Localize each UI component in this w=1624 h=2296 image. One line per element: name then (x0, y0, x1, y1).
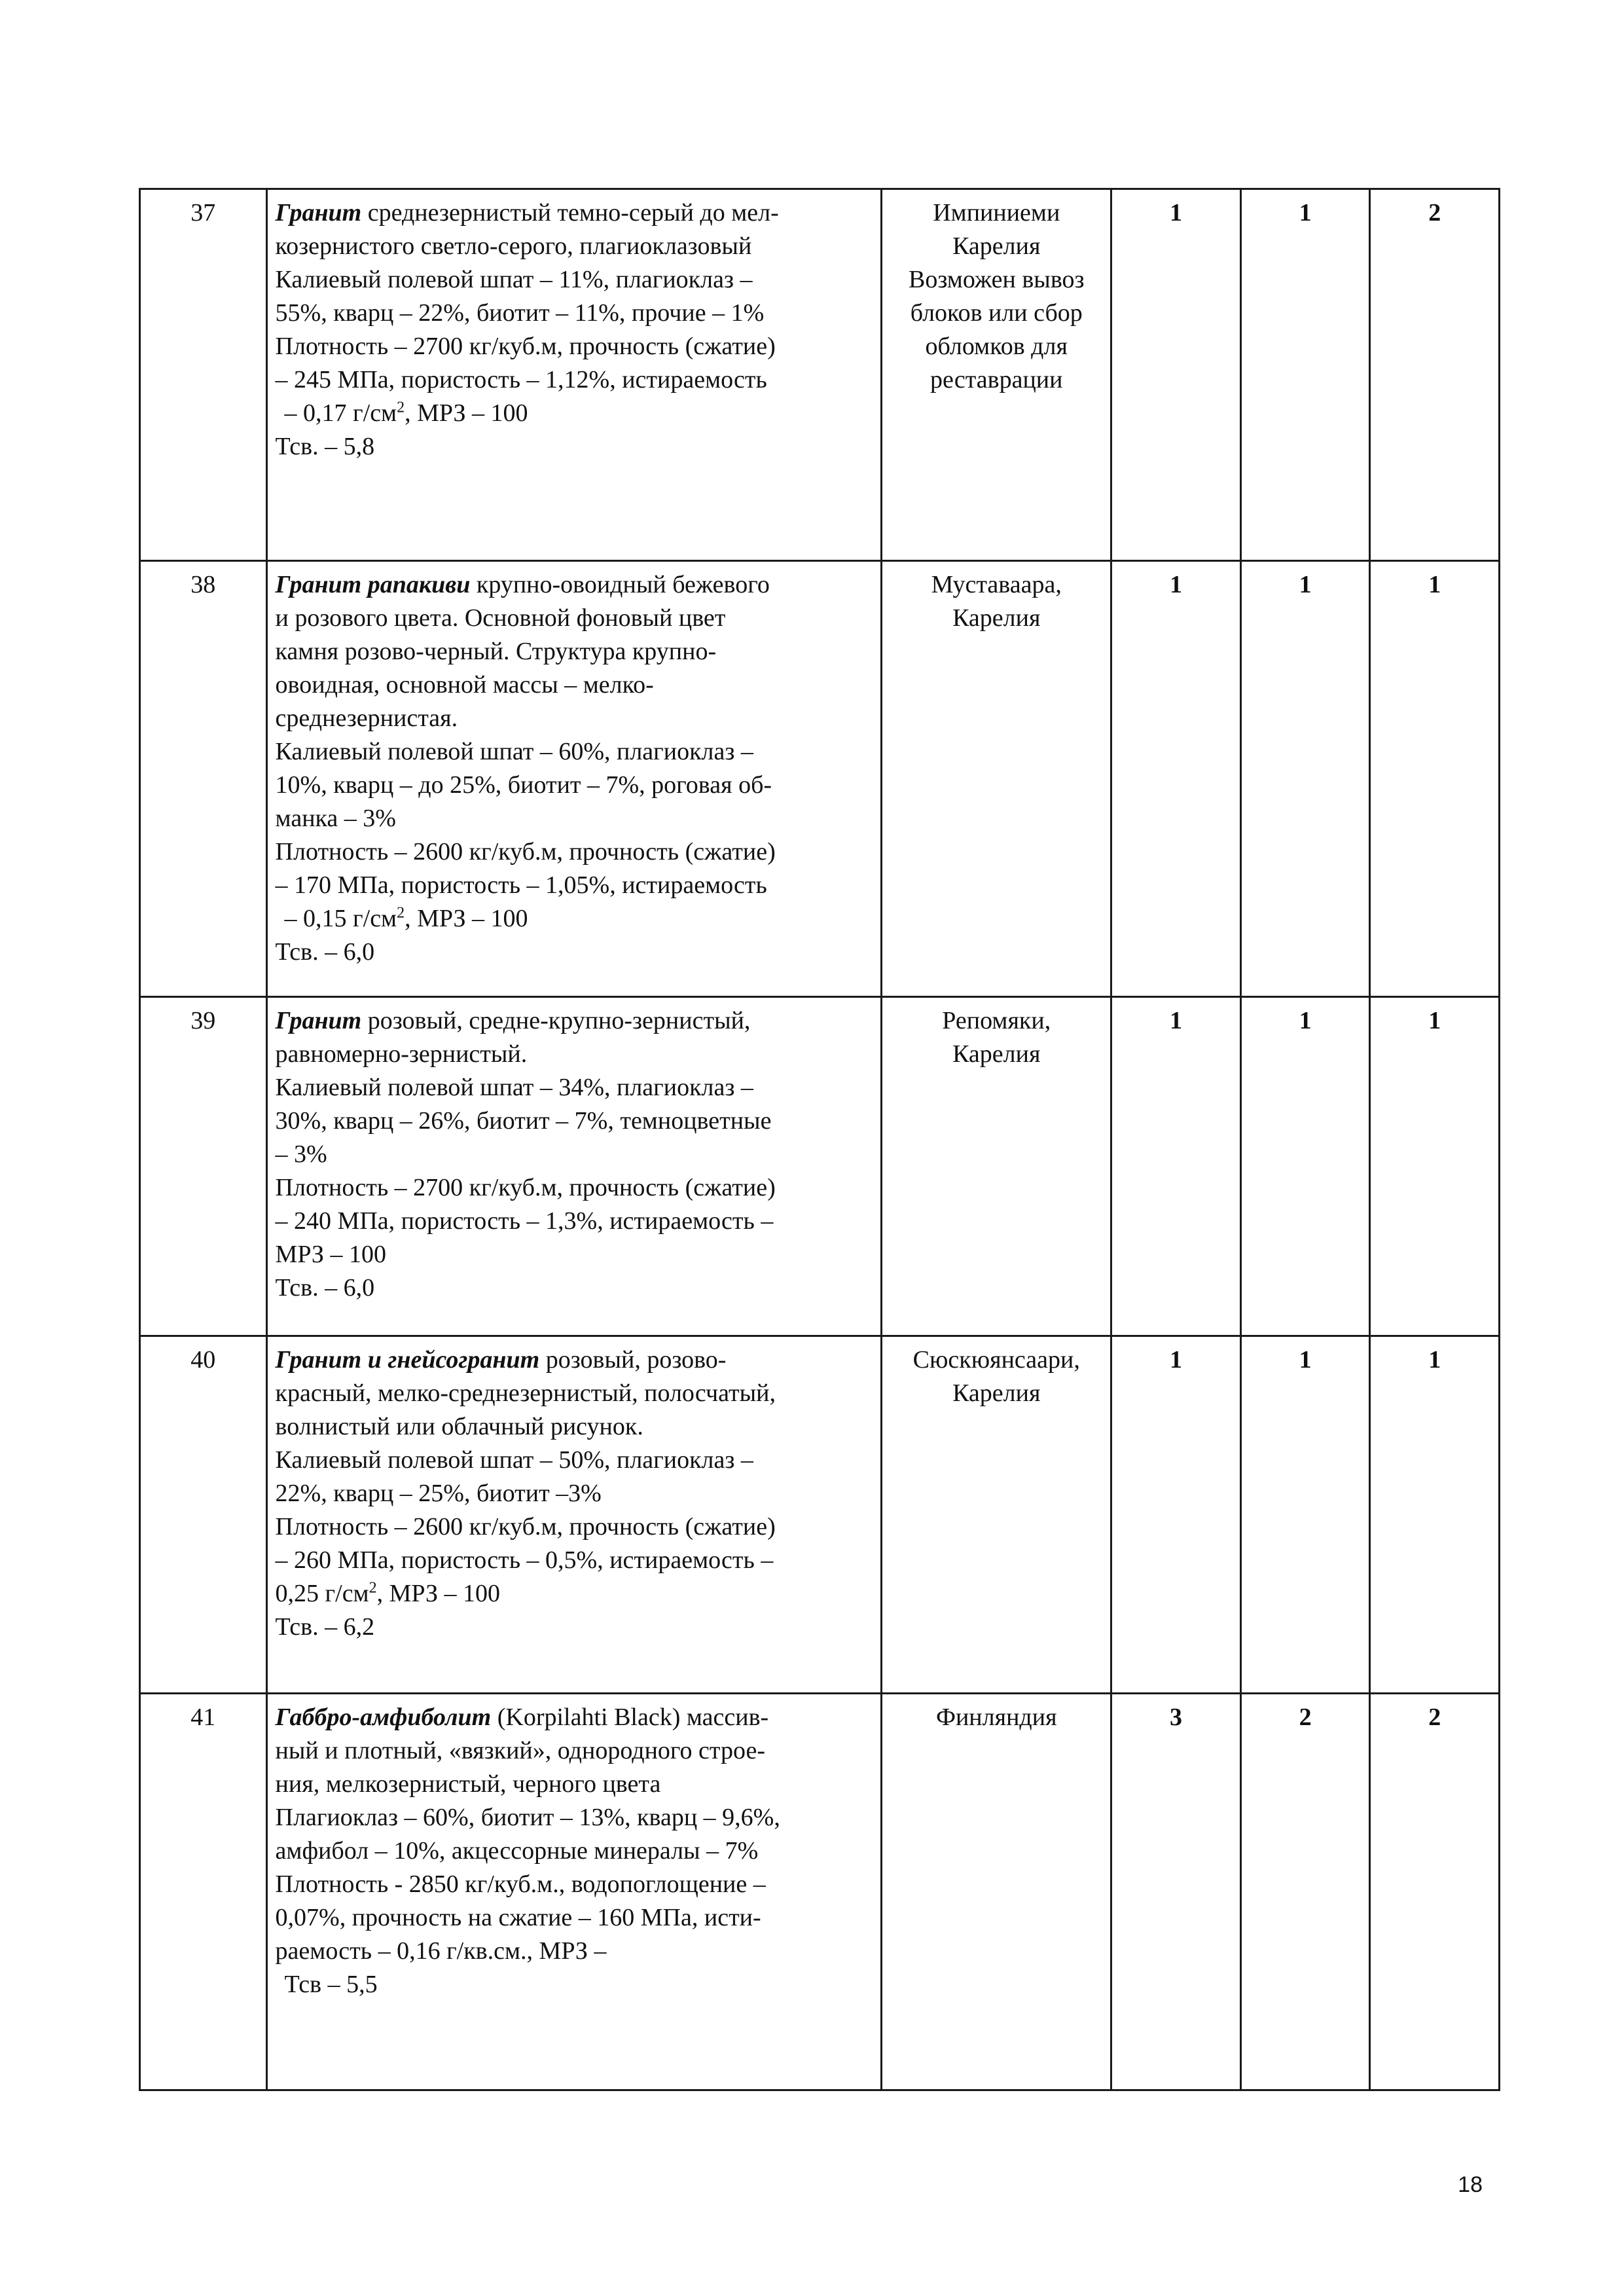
stone-description: Гранит среднезернистый темно-серый до мел- козернистого светло-серого, плагиоклазовый Калиевый полевой шпат – 11%, плагиоклаз – 55%, кварц – 22%, биотит – 11%, прочие – 1% Плотность – 2700 кг/куб.м, прочность (сжатие) – 245 МПа, пористость – 1,12%, истираемость – 0,17 $г/см^2$, МРЗ – 100 Тсв. – 5,8 (266, 189, 882, 561)
stone-location: Сюскюянсаари, Карелия (882, 1336, 1111, 1694)
stone-description: Габбро-амфиболит (Korpilahti Black) массив- ный и плотный, «вязкий», однородного строе- ния, мелкозернистый, черного цвета Плагиоклаз – 60%, биотит – 13%, кварц – 9,6%, амфибол – 10%, акцессорные минералы – 7% Плотность - 2850 кг/куб.м., водопоглощение – 0,07%, прочность на сжатие – 160 МПа, исти- раемость – 0,16 г/кв.см., МРЗ – Тсв – 5,5 (266, 1694, 882, 2090)
stone-description: Гранит розовый, средне-крупно-зернистый, равномерно-зернистый. Калиевый полевой шпат – 34%, плагиоклаз – 30%, кварц – 26%, биотит – 7%, темноцветные – 3% Плотность – 2700 кг/куб.м, прочность (сжатие) – 240 МПа, пористость – 1,3%, истираемость – МРЗ – 100 Тсв. – 6,0 (266, 997, 882, 1336)
score-2: 1 (1240, 997, 1370, 1336)
row-number: 38 (140, 561, 267, 997)
row-number: 37 (140, 189, 267, 561)
score-3: 2 (1370, 1694, 1500, 2090)
row-number: 39 (140, 997, 267, 1336)
hardness-line: Тсв. – 6,0 (275, 938, 375, 966)
stone-description: Гранит и гнейсогранит розовый, розово- красный, мелко-среднезернистый, полосчатый, волнистый или облачный рисунок. Калиевый полевой шпат – 50%, плагиоклаз – 22%, кварц – 25%, биотит –3% Плотность – 2600 кг/куб.м, прочность (сжатие) – 260 МПа, пористость – 0,5%, истираемость – 0,25 $г/см^2$, МРЗ – 100 Тсв. – 6,2 (266, 1336, 882, 1694)
row-number: 41 (140, 1694, 267, 2090)
table-row (140, 997, 1500, 1336)
score-2: 1 (1240, 189, 1370, 561)
score-2: 2 (1240, 1694, 1370, 2090)
stone-location: Репомяки, Карелия (882, 997, 1111, 1336)
stone-name: Гранит и гнейсогранит (275, 1346, 540, 1374)
score-1: 1 (1111, 1336, 1241, 1694)
table-row (140, 189, 1500, 561)
table-row (140, 1694, 1500, 2090)
hardness-line: Тсв. – 6,2 (275, 1613, 375, 1641)
abrasion-line: – 0,15 $г/см^2$, МРЗ – 100 (284, 904, 528, 932)
table-row (140, 561, 1500, 997)
score-3: 2 (1370, 189, 1500, 561)
row-number: 40 (140, 1336, 267, 1694)
score-1: 1 (1111, 189, 1241, 561)
page-number: 18 (1458, 2172, 1483, 2197)
score-1: 1 (1111, 997, 1241, 1336)
score-1: 1 (1111, 561, 1241, 997)
score-3: 1 (1370, 1336, 1500, 1694)
score-3: 1 (1370, 561, 1500, 997)
hardness-line: Тсв. – 6,0 (275, 1274, 375, 1302)
stone-name: Гранит рапакиви (275, 571, 471, 598)
stone-name: Габбро-амфиболит (275, 1704, 492, 1731)
hardness-line: Тсв. – 5,8 (275, 433, 375, 460)
score-2: 1 (1240, 1336, 1370, 1694)
stone-name: Гранит (275, 1007, 362, 1034)
stone-location: Финляндия (882, 1694, 1111, 2090)
stone-materials-table (139, 188, 1500, 2091)
stone-name: Гранит (275, 199, 362, 227)
stone-location: Импиниеми Карелия Возможен вывоз блоков или сбор обломков для реставрации (882, 189, 1111, 561)
abrasion-line: 0,25 $г/см^2$, МРЗ – 100 (275, 1579, 501, 1607)
stone-description: Гранит рапакиви крупно-овоидный бежевого и розового цвета. Основной фоновый цвет камня розово-черный. Структура крупно- овоидная, основной массы – мелко- среднезернистая. Калиевый полевой шпат – 60%, плагиоклаз – 10%, кварц – до 25%, биотит – 7%, роговая об- манка – 3% Плотность – 2600 кг/куб.м, прочность (сжатие) – 170 МПа, пористость – 1,05%, истираемость – 0,15 $г/см^2$, МРЗ – 100 Тсв. – 6,0 (266, 561, 882, 997)
stone-location: Муставаара, Карелия (882, 561, 1111, 997)
score-2: 1 (1240, 561, 1370, 997)
hardness-line: Тсв – 5,5 (284, 1971, 378, 1998)
score-1: 3 (1111, 1694, 1241, 2090)
score-3: 1 (1370, 997, 1500, 1336)
abrasion-line: – 0,17 $г/см^2$, МРЗ – 100 (284, 399, 528, 427)
table-row (140, 1336, 1500, 1694)
